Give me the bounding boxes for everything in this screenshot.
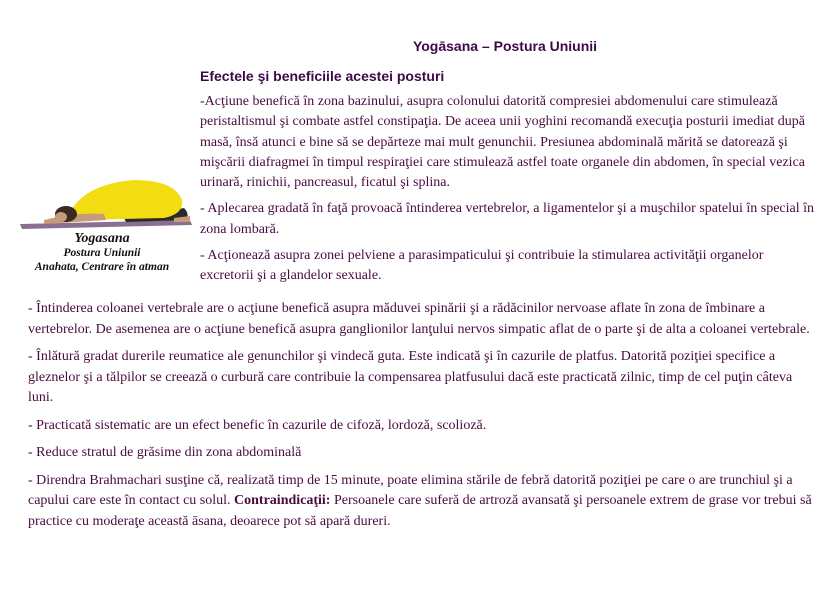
section-heading: Efectele şi beneficiile acestei posturi [200,68,445,84]
benefit-paragraph: - Înlătură gradat durerile reumatice ale genunchilor şi vindecă guta. Este indicată şi în cazurile de platfus. Datorită poziţiei specifice a gleznelor şi a tălpilor se creează o curbură care contribuie la compensarea platfusului dacă este practicată zilnic, timp de cel puţin câteva luni. [28,349,793,405]
right-column-text [200,92,818,293]
caption-name: Yogasana [74,231,130,246]
benefit-paragraph: - Reduce stratul de grăsime din zona abdominală [28,445,302,460]
contraindications-label: Contraindicaţii: [234,493,331,508]
benefit-paragraph: - Acţionează asupra zonei pelviene a parasimpaticului şi contribuie la stimularea activităţii organelor excretorii şi a glandelor sexuale. [200,248,764,284]
child-pose-figure [14,168,192,230]
benefit-paragraph: - Întinderea coloanei vertebrale are o acţiune benefică asupra măduvei spinării şi a rădăcinilor nervoase aflate în zona de îmbinare a vertebrelor. De asemenea are o acţiune benefică asupra ganglionilor lanţului nervos simpatic aflat de o parte şi de alta a coloanei vertebrale. [28,301,810,337]
benefit-paragraph: - Practicată sistematic are un efect benefic în cazurile de cifoză, lordoză, scolioză. [28,417,487,433]
full-width-text [28,299,820,539]
page-title: Yogāsana – Postura Uniunii [412,38,598,54]
benefit-paragraph: -Acţiune benefică în zona bazinului, asupra colonului datorită compresiei abdomenului care stimulează peristaltismul şi combate astfel constipaţia. De aceea unii yoghini recomandă execuţia posturii imediat după masă, însă atunci e bine să se depărteze mai mult genunchii. Presiunea abdominală mărită se datorează şi mişcării diafragmei în timpul respiraţiei care stimulează astfel toate organele din abdomen, în special vezica urinară, rinichii, pancreasul, ficatul şi splina. [200,94,805,191]
caption-line: Postura Uniunii [63,247,141,259]
figure-caption [14,231,190,274]
contraindications-paragraph [28,471,820,533]
face [55,212,67,222]
benefit-paragraph: - Aplecarea gradată în faţă provoacă întinderea vertebrelor, a ligamentelor şi a muşchilor spatelui în special în zona lombară. [200,201,815,237]
paragraph-text: Persoanele care suferă de artroză avansată şi persoanele extrem de grase vor trebui să practice cu moderaţe această āsana, deoarece pot să apară dureri. [28,493,812,529]
paragraph-text: - Direndra Brahmachari susţine că, realizată timp de 15 minute, poate elimina stările de febră datorită poziţiei pe care o are trunchiul şi a capului care este în contact cu solul. [28,472,793,508]
caption-line: Anahata, Centrare în atman [34,260,170,273]
